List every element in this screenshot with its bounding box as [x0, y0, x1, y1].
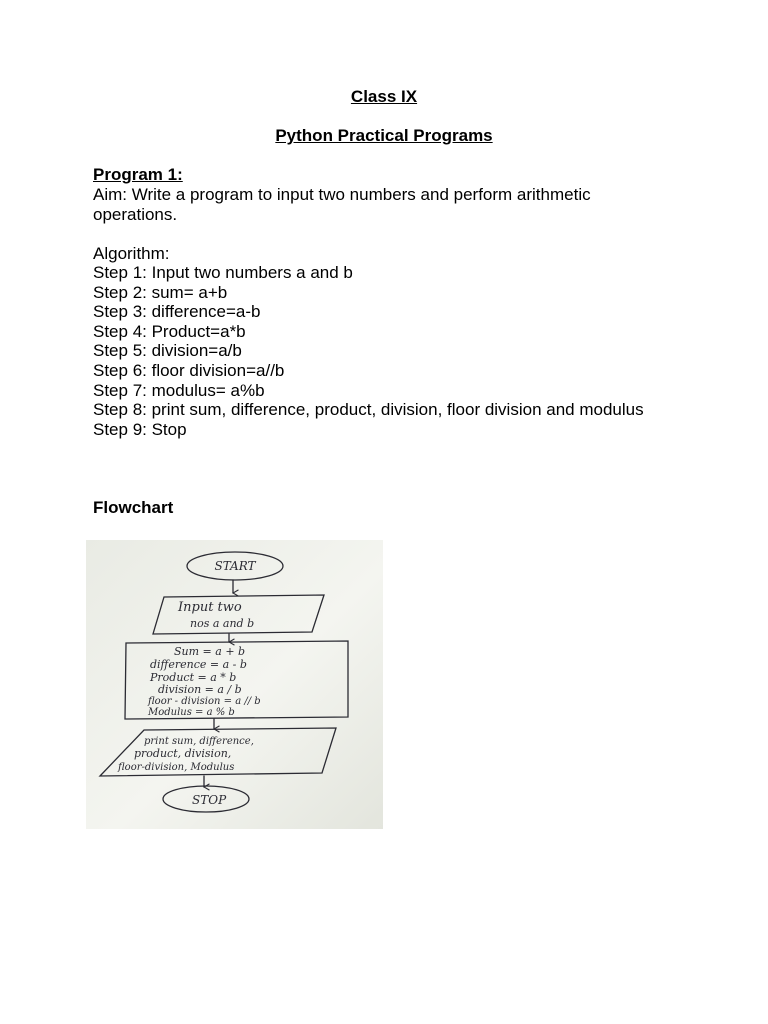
- algorithm-step: Step 7: modulus= a%b: [93, 380, 265, 400]
- algorithm-steps: [93, 263, 653, 439]
- class-title: Class IX: [350, 87, 418, 106]
- algorithm-step: Step 3: difference=a-b: [93, 302, 261, 322]
- algorithm-step: Step 9: Stop: [93, 419, 187, 439]
- stop-text: STOP: [192, 793, 227, 807]
- algorithm-step: Step 6: floor division=a//b: [93, 360, 285, 380]
- process-text-line: Product = a * b: [150, 671, 237, 684]
- process-text-line: Sum = a + b: [174, 645, 246, 658]
- input-text-line: Input two: [178, 600, 242, 615]
- algorithm-title: Algorithm:: [93, 244, 170, 263]
- output-text-line: product, division,: [134, 747, 232, 760]
- document-title: Python Practical Programs: [275, 126, 493, 145]
- start-text: START: [214, 559, 256, 573]
- program-label: Program 1:: [93, 165, 183, 184]
- flowchart-label: Flowchart: [93, 498, 174, 517]
- program-aim: Aim: Write a program to input two numbers and perform arithmetic operations.: [93, 185, 591, 224]
- process-text-line: difference = a - b: [150, 658, 247, 671]
- process-text-line: floor - division = a // b: [148, 696, 261, 707]
- output-text-line: floor-division, Modulus: [118, 762, 235, 773]
- process-text-line: Modulus = a % b: [148, 707, 235, 718]
- algorithm-step: Step 2: sum= a+b: [93, 282, 228, 302]
- process-text-line: division = a / b: [158, 683, 242, 696]
- algorithm-step: Step 1: Input two numbers a and b: [93, 263, 353, 282]
- algorithm-step: Step 8: print sum, difference, product, division, floor division and modulus: [93, 400, 644, 420]
- output-text-line: print sum, difference,: [144, 736, 254, 747]
- algorithm-step: Step 5: division=a/b: [93, 341, 242, 361]
- algorithm-step: Step 4: Product=a*b: [93, 321, 246, 341]
- input-text-line: nos a and b: [190, 617, 255, 630]
- flowchart-photo: [86, 540, 383, 829]
